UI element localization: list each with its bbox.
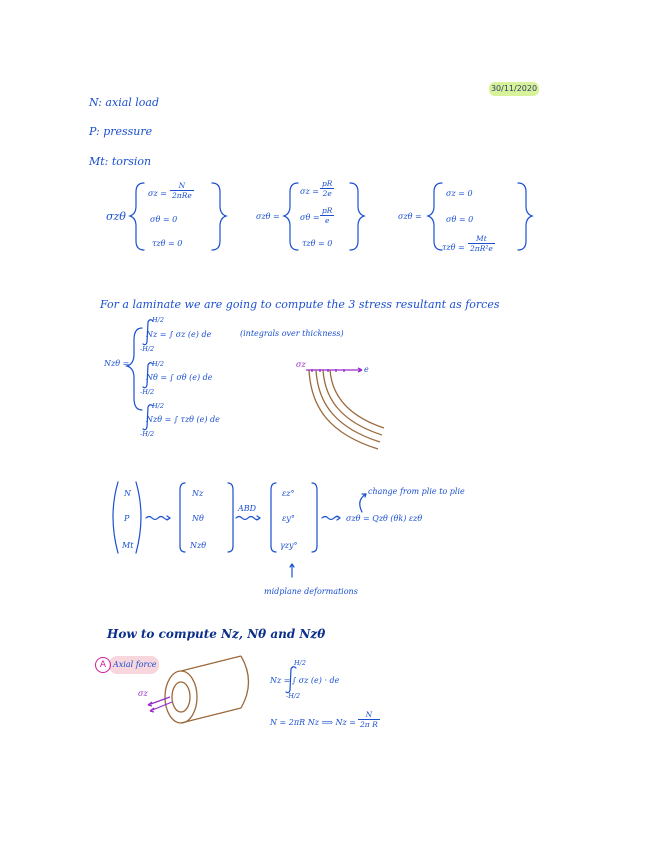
vector2-nt: Nθ (192, 514, 204, 523)
nz-note: (integrals over thickness) (240, 329, 344, 338)
nzt-integral: Nzθ = ∫ τzθ (e) de (146, 415, 220, 424)
definition-axial-load: N: axial load (89, 96, 160, 109)
tensor3-sz: σz = 0 (446, 189, 473, 198)
nt-lower-limit: -H/2 (140, 388, 155, 396)
tensor3-stz-num: Mt (476, 234, 487, 243)
tube-front-inner (172, 682, 190, 712)
vector1-right-paren (136, 482, 141, 553)
vector3-ey: εy° (282, 514, 295, 523)
tensor1-label: σzθ (106, 210, 126, 223)
tensor2-sz-pre: σz = (300, 187, 319, 196)
tensor1-left-brace (130, 183, 144, 250)
axial-nz-integral: ∫ σz (e) · de (292, 676, 340, 685)
tensor3-stz-fraction (468, 235, 495, 252)
vector2-right-bracket (228, 483, 233, 552)
tube-sigma-label: σz (138, 689, 148, 698)
nz-lower-limit: -H/2 (140, 345, 155, 353)
laminate-intro: For a laminate we are going to compute the 3 stress resultant as forces (100, 298, 500, 311)
tensor1-sz-pre: σz = (148, 189, 167, 198)
nz-integral: Nz = ∫ σz (e) de (146, 330, 212, 339)
tensor2-st-num: pR (322, 206, 333, 215)
vector3-ez: εz° (282, 489, 295, 498)
tensor1-stz: τzθ = 0 (152, 239, 183, 248)
tensor1-sz-den: 2πRe (172, 190, 192, 200)
squiggle-arrow-1 (146, 517, 170, 520)
tensor2-st-den: e (320, 215, 334, 225)
tensor3-right-brace (518, 183, 532, 250)
nt-integral: Nθ = ∫ σθ (e) de (146, 373, 213, 382)
tensor2-st-fraction (320, 207, 334, 224)
tensor1-st: σθ = 0 (150, 215, 178, 224)
stress-result: σzθ = Qzθ (θk) εzθ (346, 514, 423, 523)
tensor2-sz-num: pR (322, 179, 333, 188)
tensor2-stz: τzθ = 0 (302, 239, 333, 248)
midplane-label: midplane deformations (264, 587, 358, 596)
tensor2-sz-den: 2e (320, 188, 334, 198)
vector3-left-bracket (271, 483, 276, 552)
vector3-gzy: γzy° (280, 541, 298, 550)
tensor1-right-brace (212, 183, 226, 250)
tube-bottom-edge (181, 708, 241, 723)
sketch-e-label: e (364, 365, 369, 374)
axial-upper-limit: H/2 (294, 659, 306, 667)
vector1-n: N (124, 489, 131, 498)
axial-equation: N = 2πR Nz ⟹ Nz = (270, 718, 356, 727)
tensor1-sz-fraction (170, 182, 194, 199)
axial-result-den: 2π R (360, 719, 378, 729)
laminate-left-brace (127, 328, 142, 410)
section-a-circle: A (95, 657, 111, 673)
tensor2-left-brace (284, 183, 298, 250)
vector1-p: P (124, 514, 130, 523)
tensor2-right-brace (350, 183, 364, 250)
plie-note: change from plie to plie (368, 487, 465, 496)
squiggle-arrow-2 (236, 517, 260, 520)
tensor1-sz-num: N (178, 181, 186, 190)
tensor3-stz-pre: τzθ = (442, 243, 465, 252)
axial-lower-limit: -H/2 (286, 692, 301, 700)
tensor3-label: σzθ = (398, 212, 422, 221)
tensor2-label: σzθ = (256, 212, 280, 221)
vector1-left-paren (113, 482, 118, 553)
how-to-heading: How to compute Nz, Nθ and Nzθ (107, 627, 326, 641)
sigma-arrow (306, 368, 362, 372)
tube-back-edge (241, 656, 249, 708)
tube-top-edge (181, 656, 241, 671)
axial-title: Axial force (113, 660, 157, 669)
tensor2-sz-fraction (320, 180, 334, 197)
date-badge: 30/11/2020 (489, 82, 539, 96)
nz-upper-limit: H/2 (152, 316, 164, 324)
vector2-left-bracket (180, 483, 185, 552)
abd-label: ABD (238, 504, 257, 513)
nzt-upper-limit: H/2 (152, 402, 164, 410)
axial-result-fraction (358, 711, 380, 728)
axial-result-num: N (365, 710, 373, 719)
vector2-nzt: Nzθ (190, 541, 207, 550)
nzt-lower-limit: -H/2 (140, 430, 155, 438)
tensor3-st: σθ = 0 (446, 215, 474, 224)
sketch-sigma-label: σz (296, 360, 306, 369)
vector3-right-bracket (312, 483, 317, 552)
axial-nz-pre: Nz = (270, 676, 291, 685)
vector1-mt: Mt (122, 541, 134, 550)
definition-torsion: Mt: torsion (89, 155, 152, 168)
nt-upper-limit: H/2 (152, 360, 164, 368)
vector2-nz: Nz (192, 489, 204, 498)
midplane-up-arrow (290, 564, 294, 577)
laminate-label: Nzθ = (104, 359, 130, 368)
tensor2-st-pre: σθ = (300, 213, 320, 222)
definition-pressure: P: pressure (89, 125, 153, 138)
squiggle-arrow-3 (322, 517, 340, 520)
tensor3-stz-den: 2πR²e (470, 243, 493, 253)
tensor3-left-brace (428, 183, 442, 250)
